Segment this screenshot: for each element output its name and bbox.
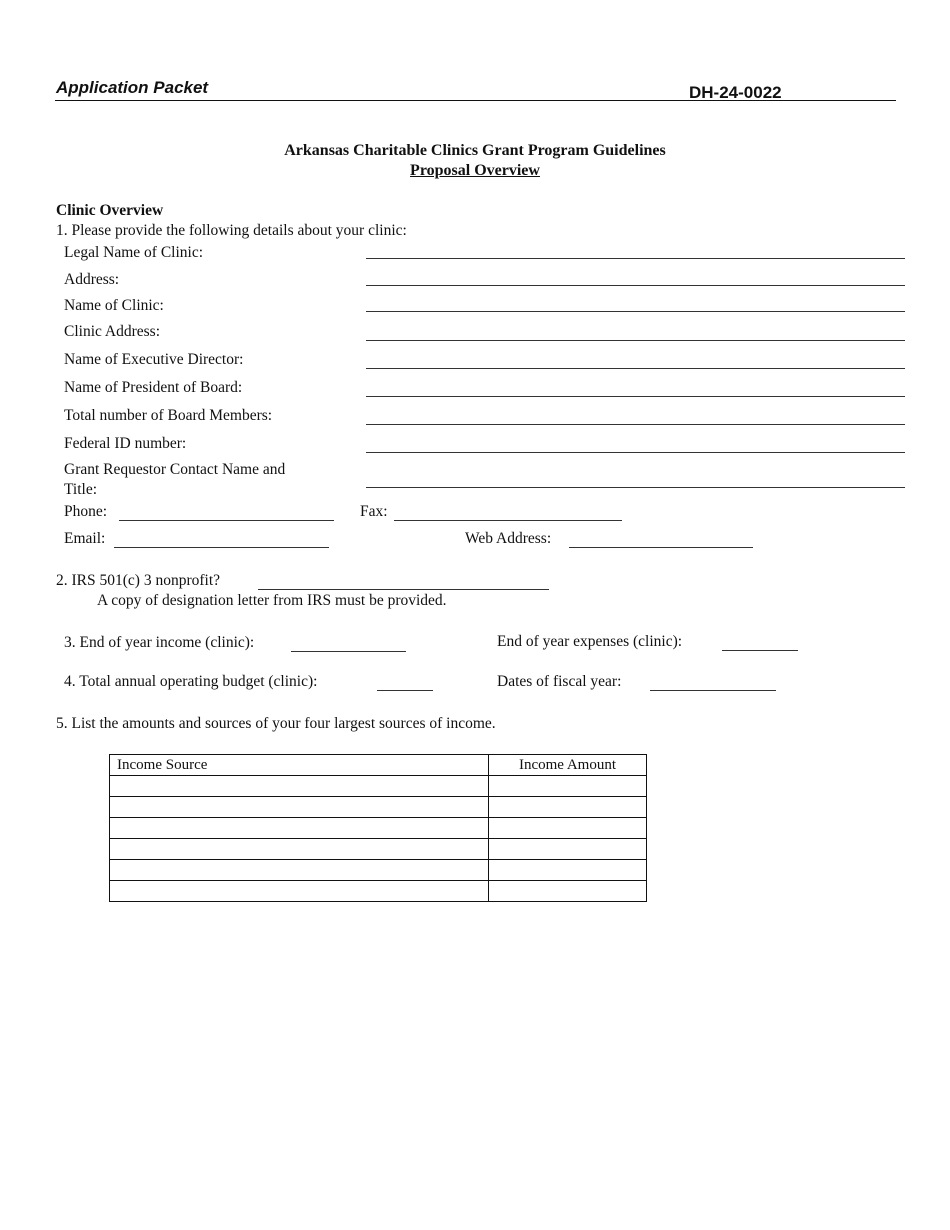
- question-1: 1. Please provide the following details about your clinic:: [56, 222, 407, 239]
- income-amount-cell[interactable]: [489, 818, 647, 839]
- nonprofit-field[interactable]: [258, 589, 549, 590]
- field-label-legal-name: Legal Name of Clinic:: [64, 244, 204, 261]
- clinic-name-field[interactable]: [366, 311, 905, 312]
- table-header-row: [110, 755, 647, 776]
- federal-id-field[interactable]: [366, 452, 905, 453]
- operating-budget-field[interactable]: [377, 690, 433, 691]
- table-row: [110, 881, 647, 902]
- income-amount-cell[interactable]: [489, 839, 647, 860]
- question-2-note: A copy of designation letter from IRS must be provided.: [97, 592, 447, 609]
- board-members-field[interactable]: [366, 424, 905, 425]
- board-president-field[interactable]: [366, 396, 905, 397]
- phone-label: Phone:: [64, 503, 108, 520]
- income-source-cell[interactable]: [110, 797, 489, 818]
- question-4-budget: 4. Total annual operating budget (clinic):: [64, 673, 318, 690]
- field-label-clinic-address: Clinic Address:: [64, 323, 161, 340]
- income-amount-cell[interactable]: [489, 776, 647, 797]
- legal-name-field[interactable]: [366, 258, 905, 259]
- question-5: 5. List the amounts and sources of your four largest sources of income.: [56, 715, 496, 732]
- page-subtitle-text: Proposal Overview: [410, 162, 540, 179]
- year-end-income-field[interactable]: [291, 651, 406, 652]
- table-row: [110, 818, 647, 839]
- field-label-clinic-name: Name of Clinic:: [64, 297, 164, 314]
- income-source-cell[interactable]: [110, 881, 489, 902]
- year-end-expenses-field[interactable]: [722, 650, 798, 651]
- income-amount-cell[interactable]: [489, 860, 647, 881]
- field-label-address: Address:: [64, 271, 120, 288]
- field-label-board-members: Total number of Board Members:: [64, 407, 273, 424]
- page-subtitle: [0, 162, 950, 180]
- field-label-requestor-contact: Grant Requestor Contact Name and: [64, 461, 286, 478]
- income-source-cell[interactable]: [110, 860, 489, 881]
- income-table: [109, 754, 647, 902]
- fiscal-year-field[interactable]: [650, 690, 776, 691]
- field-label-title: Title:: [64, 481, 98, 498]
- web-address-label: Web Address:: [465, 530, 552, 547]
- page-title: Arkansas Charitable Clinics Grant Program Guidelines: [284, 142, 666, 159]
- field-label-federal-id: Federal ID number:: [64, 435, 187, 452]
- phone-field[interactable]: [119, 520, 334, 521]
- income-amount-cell[interactable]: [489, 797, 647, 818]
- field-label-executive-director: Name of Executive Director:: [64, 351, 244, 368]
- table-row: [110, 839, 647, 860]
- header-title: Application Packet: [56, 78, 209, 97]
- table-row: [110, 860, 647, 881]
- web-address-field[interactable]: [569, 547, 753, 548]
- email-field[interactable]: [114, 547, 329, 548]
- section-heading: Clinic Overview: [56, 202, 164, 219]
- clinic-address-field[interactable]: [366, 340, 905, 341]
- document-number: DH-24-0022: [689, 83, 782, 102]
- field-label-board-president: Name of President of Board:: [64, 379, 243, 396]
- income-source-header: Income Source: [110, 755, 489, 776]
- fax-field[interactable]: [394, 520, 622, 521]
- table-row: [110, 776, 647, 797]
- email-label: Email:: [64, 530, 106, 547]
- executive-director-field[interactable]: [366, 368, 905, 369]
- question-4-fiscal-year: Dates of fiscal year:: [497, 673, 622, 690]
- header-rule: [55, 100, 896, 101]
- income-source-cell[interactable]: [110, 776, 489, 797]
- requestor-contact-field[interactable]: [366, 487, 905, 488]
- question-2: 2. IRS 501(c) 3 nonprofit?: [56, 572, 221, 589]
- income-source-cell[interactable]: [110, 839, 489, 860]
- address-field[interactable]: [366, 285, 905, 286]
- fax-label: Fax:: [360, 503, 388, 520]
- question-3-expenses: End of year expenses (clinic):: [497, 633, 683, 650]
- table-row: [110, 797, 647, 818]
- income-amount-cell[interactable]: [489, 881, 647, 902]
- question-3-income: 3. End of year income (clinic):: [64, 634, 255, 651]
- income-amount-header: Income Amount: [489, 755, 647, 776]
- income-source-cell[interactable]: [110, 818, 489, 839]
